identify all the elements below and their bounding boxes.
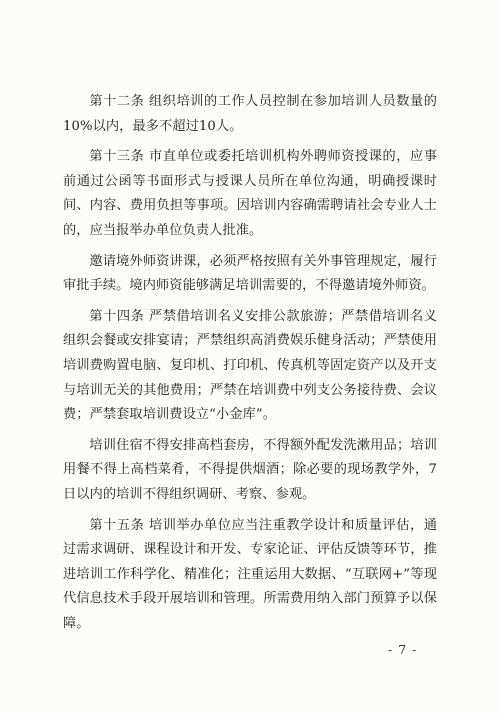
page-number: - 7 - — [388, 642, 418, 657]
paragraph-accommodation: 培训住宿不得安排高档套房，不得额外配发洗漱用品；培训用餐不得上高档菜肴，不得提供烟酒；除必要的现场教学外，7日以内的培训不得组织调研、考察、参观。 — [63, 437, 437, 502]
document-body — [63, 90, 437, 636]
paragraph-foreign-teachers: 邀请境外师资讲课，必须严格按照有关外事管理规定，履行审批手续。境内师资能够满足培训需要的，不得邀请境外师资。 — [63, 253, 437, 294]
paragraph-article-14: 第十四条 严禁借培训名义安排公款旅游；严禁借培训名义组织会餐或安排宴请；严禁组织高消费娱乐健身活动；严禁使用培训费购置电脑、复印机、打印机、传真机等固定资产以及开支与培训无关的其他费用；严禁在培训费中列支公务接待费、会议费；严禁套取培训费设立“小金库”。 — [63, 308, 437, 423]
paragraph-article-12: 第十二条 组织培训的工作人员控制在参加培训人员数量的10%以内，最多不超过10人。 — [63, 94, 437, 134]
paragraph-article-15: 第十五条 培训举办单位应当注重教学设计和质量评估，通过需求调研、课程设计和开发、专家论证、评估反馈等环节，推进培训工作科学化、精准化；注重运用大数据、“互联网+”等现代信息技术手段开展培训和管理。所需费用纳入部门预算予以保障。 — [63, 517, 437, 631]
paragraph-article-13: 第十三条 市直单位或委托培训机构外聘师资授课的，应事前通过公函等书面形式与授课人员所在单位沟通，明确授课时间、内容、费用负担等事项。因培训内容确需聘请社会专业人士的，应当报举办单位负责人批准。 — [63, 149, 437, 238]
